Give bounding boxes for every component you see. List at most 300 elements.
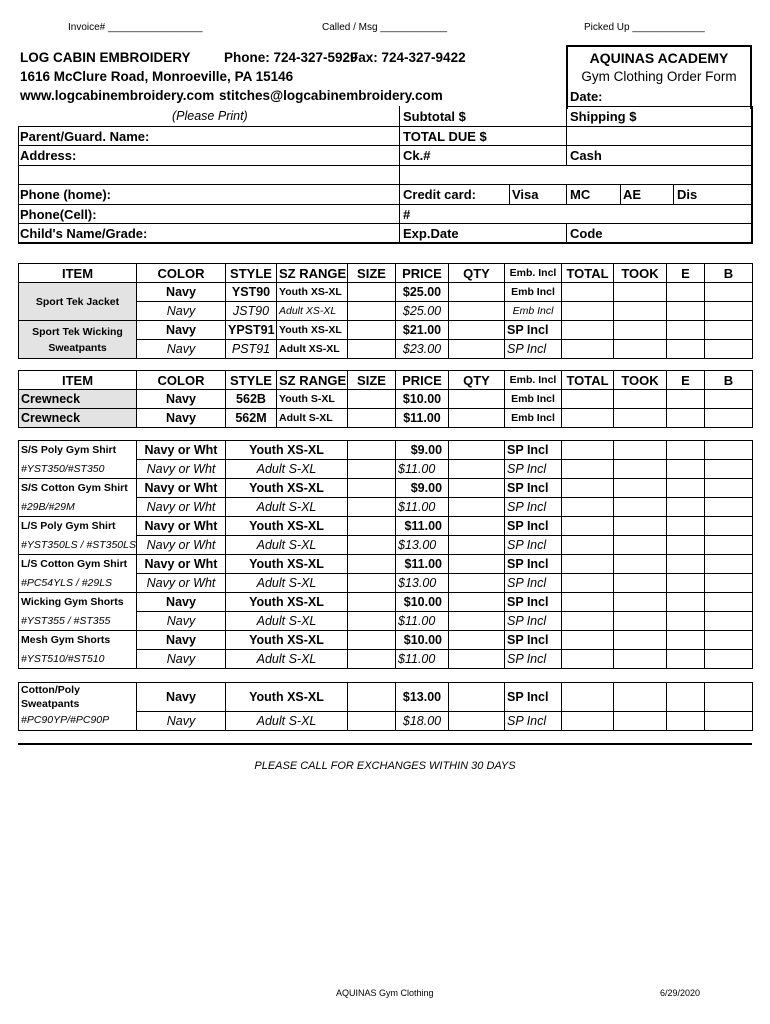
- size-input[interactable]: [348, 612, 396, 631]
- table-row: [19, 536, 753, 555]
- item-name: S/S Cotton Gym Shirt: [19, 479, 137, 498]
- range-cell: Adult S-XL: [226, 460, 348, 479]
- header-b: B: [705, 264, 753, 283]
- qty-input[interactable]: [449, 390, 505, 409]
- price-cell: $11.00: [396, 612, 449, 631]
- size-input[interactable]: [348, 683, 396, 712]
- price-cell: $13.00: [396, 683, 449, 712]
- size-input[interactable]: [348, 555, 396, 574]
- b-input[interactable]: [705, 683, 753, 712]
- size-input[interactable]: [348, 498, 396, 517]
- form-title: Gym Clothing Order Form: [581, 69, 737, 84]
- qty-input[interactable]: [449, 321, 505, 340]
- credit-card-label: Credit card:: [403, 187, 476, 202]
- e-input[interactable]: [667, 536, 705, 555]
- header-e: E: [667, 371, 705, 390]
- took-input[interactable]: [614, 650, 667, 669]
- please-print-note: (Please Print): [172, 109, 248, 123]
- b-input[interactable]: [705, 612, 753, 631]
- total-input[interactable]: [562, 479, 614, 498]
- took-input[interactable]: [614, 409, 667, 428]
- item-name: Sport Tek Jacket: [19, 283, 137, 321]
- total-due-field[interactable]: TOTAL DUE $: [403, 129, 487, 144]
- took-input[interactable]: [614, 683, 667, 712]
- table-row: [19, 612, 753, 631]
- e-input[interactable]: [667, 479, 705, 498]
- price-cell: $18.00: [396, 711, 449, 730]
- table-row: [19, 441, 753, 460]
- header-qty: QTY: [449, 371, 505, 390]
- total-input[interactable]: [562, 612, 614, 631]
- item-name-line1: Sport Tek Wicking: [32, 325, 123, 338]
- emb-cell: SP Incl: [505, 593, 562, 612]
- qty-input[interactable]: [449, 612, 505, 631]
- order-table-sweatpants: [18, 682, 753, 731]
- range-cell: Adult S-XL: [226, 711, 348, 730]
- vendor-address: 1616 McClure Road, Monroeville, PA 15146: [20, 69, 294, 84]
- code-field[interactable]: Code: [570, 226, 603, 241]
- price-cell: $11.00: [396, 409, 449, 428]
- qty-input[interactable]: [449, 283, 505, 302]
- color-cell: Navy or Wht: [137, 498, 226, 517]
- emb-cell: SP Incl: [505, 555, 562, 574]
- color-cell: Navy or Wht: [137, 479, 226, 498]
- color-cell: Navy or Wht: [137, 460, 226, 479]
- header-style: STYLE: [226, 371, 277, 390]
- e-input[interactable]: [667, 302, 705, 321]
- emb-cell: SP Incl: [505, 460, 562, 479]
- header-size: SIZE: [348, 264, 396, 283]
- size-input[interactable]: [348, 441, 396, 460]
- size-input[interactable]: [348, 302, 396, 321]
- b-input[interactable]: [705, 460, 753, 479]
- took-input[interactable]: [614, 555, 667, 574]
- total-input[interactable]: [562, 683, 614, 712]
- color-cell: Navy: [137, 612, 226, 631]
- total-input[interactable]: [562, 711, 614, 730]
- item-name: Crewneck: [19, 390, 137, 409]
- size-input[interactable]: [348, 321, 396, 340]
- qty-input[interactable]: [449, 683, 505, 712]
- emb-cell: SP Incl: [505, 683, 562, 712]
- emb-cell: Emb Incl: [505, 390, 562, 409]
- size-input[interactable]: [348, 517, 396, 536]
- range-cell: Adult S-XL: [226, 536, 348, 555]
- price-cell: $13.00: [396, 574, 449, 593]
- e-input[interactable]: [667, 574, 705, 593]
- header-emb: Emb. Incl: [505, 264, 562, 283]
- style-cell: YST90: [226, 283, 277, 302]
- e-input[interactable]: [667, 517, 705, 536]
- qty-input[interactable]: [449, 536, 505, 555]
- took-input[interactable]: [614, 574, 667, 593]
- item-name: [19, 321, 137, 359]
- emb-cell: SP Incl: [505, 631, 562, 650]
- total-input[interactable]: [562, 631, 614, 650]
- e-input[interactable]: [667, 612, 705, 631]
- header-b: B: [705, 371, 753, 390]
- total-input[interactable]: [562, 498, 614, 517]
- visa-option[interactable]: Visa: [512, 187, 539, 202]
- took-input[interactable]: [614, 612, 667, 631]
- table-row: [19, 631, 753, 650]
- b-input[interactable]: [705, 574, 753, 593]
- item-code: #YST510/#ST510: [19, 650, 137, 669]
- emb-cell: SP Incl: [505, 498, 562, 517]
- item-name: Wicking Gym Shorts: [19, 593, 137, 612]
- color-cell: Navy: [137, 650, 226, 669]
- e-input[interactable]: [667, 555, 705, 574]
- took-input[interactable]: [614, 460, 667, 479]
- qty-input[interactable]: [449, 555, 505, 574]
- price-cell: $23.00: [396, 340, 449, 359]
- total-input[interactable]: [562, 340, 614, 359]
- total-input[interactable]: [562, 321, 614, 340]
- color-cell: Navy or Wht: [137, 574, 226, 593]
- cash-field[interactable]: Cash: [570, 148, 602, 163]
- e-input[interactable]: [667, 498, 705, 517]
- b-input[interactable]: [705, 517, 753, 536]
- color-cell: Navy: [137, 631, 226, 650]
- b-input[interactable]: [705, 479, 753, 498]
- emb-cell: SP Incl: [505, 517, 562, 536]
- vendor-name: LOG CABIN EMBROIDERY: [20, 50, 191, 65]
- style-cell: 562B: [226, 390, 277, 409]
- total-input[interactable]: [562, 555, 614, 574]
- e-input[interactable]: [667, 390, 705, 409]
- total-input[interactable]: [562, 536, 614, 555]
- size-input[interactable]: [348, 460, 396, 479]
- e-input[interactable]: [667, 340, 705, 359]
- table-row: [19, 517, 753, 536]
- color-cell: Navy: [137, 302, 226, 321]
- took-input[interactable]: [614, 340, 667, 359]
- color-cell: Navy: [137, 711, 226, 730]
- qty-input[interactable]: [449, 340, 505, 359]
- header-item: ITEM: [19, 371, 137, 390]
- ae-option[interactable]: AE: [623, 187, 642, 202]
- total-input[interactable]: [562, 409, 614, 428]
- color-cell: Navy: [137, 321, 226, 340]
- vendor-email: stitches@logcabinembroidery.com: [219, 88, 443, 103]
- e-input[interactable]: [667, 409, 705, 428]
- size-input[interactable]: [348, 536, 396, 555]
- style-cell: PST91: [226, 340, 277, 359]
- qty-input[interactable]: [449, 517, 505, 536]
- total-input[interactable]: [562, 390, 614, 409]
- table-row: [19, 574, 753, 593]
- total-input[interactable]: [562, 283, 614, 302]
- table-row: [19, 390, 753, 409]
- e-input[interactable]: [667, 283, 705, 302]
- price-cell: $11.00: [396, 498, 449, 517]
- header-price: PRICE: [396, 264, 449, 283]
- range-cell: Adult S-XL: [226, 650, 348, 669]
- total-input[interactable]: [562, 302, 614, 321]
- dis-option[interactable]: Dis: [677, 187, 698, 202]
- emb-cell: SP Incl: [505, 574, 562, 593]
- e-input[interactable]: [667, 650, 705, 669]
- b-input[interactable]: [705, 340, 753, 359]
- b-input[interactable]: [705, 302, 753, 321]
- header-sz-range: SZ RANGE: [277, 371, 348, 390]
- table-row: [19, 711, 753, 730]
- total-input[interactable]: [562, 593, 614, 612]
- table-row: [19, 650, 753, 669]
- item-code: #PC90YP/#PC90P: [19, 711, 137, 730]
- color-cell: Navy: [137, 409, 226, 428]
- range-cell: Youth XS-XL: [226, 479, 348, 498]
- range-cell: Youth XS-XL: [226, 683, 348, 712]
- emb-cell: SP Incl: [505, 340, 562, 359]
- qty-input[interactable]: [449, 498, 505, 517]
- range-cell: Adult XS-XL: [277, 340, 348, 359]
- price-cell: $13.00: [396, 536, 449, 555]
- range-cell: Youth XS-XL: [277, 283, 348, 302]
- item-name: Crewneck: [19, 409, 137, 428]
- e-input[interactable]: [667, 321, 705, 340]
- e-input[interactable]: [667, 683, 705, 712]
- item-name-line2: Sweatpants: [48, 341, 107, 354]
- b-input[interactable]: [705, 555, 753, 574]
- child-name-grade-field[interactable]: Child's Name/Grade:: [20, 226, 148, 241]
- color-cell: Navy or Wht: [137, 555, 226, 574]
- total-input[interactable]: [562, 441, 614, 460]
- header-price: PRICE: [396, 371, 449, 390]
- total-input[interactable]: [562, 460, 614, 479]
- range-cell: Youth XS-XL: [226, 517, 348, 536]
- item-code: #PC54YLS / #29LS: [19, 574, 137, 593]
- took-input[interactable]: [614, 302, 667, 321]
- range-cell: Youth XS-XL: [277, 321, 348, 340]
- e-input[interactable]: [667, 593, 705, 612]
- range-cell: Adult S-XL: [277, 409, 348, 428]
- took-input[interactable]: [614, 441, 667, 460]
- item-code: #29B/#29M: [19, 498, 137, 517]
- item-name: S/S Poly Gym Shirt: [19, 441, 137, 460]
- color-cell: Navy: [137, 283, 226, 302]
- size-input[interactable]: [348, 479, 396, 498]
- took-input[interactable]: [614, 498, 667, 517]
- order-table-crewneck: [18, 370, 753, 428]
- called-msg-field[interactable]: Called / Msg ____________: [322, 22, 448, 33]
- total-input[interactable]: [562, 574, 614, 593]
- card-number-field[interactable]: #: [403, 207, 411, 222]
- b-input[interactable]: [705, 390, 753, 409]
- b-input[interactable]: [705, 711, 753, 730]
- price-cell: $11.00: [396, 555, 449, 574]
- took-input[interactable]: [614, 711, 667, 730]
- style-cell: YPST91: [226, 321, 277, 340]
- size-input[interactable]: [348, 340, 396, 359]
- item-name: Mesh Gym Shorts: [19, 631, 137, 650]
- size-input[interactable]: [348, 711, 396, 730]
- header-size: SIZE: [348, 371, 396, 390]
- address-field[interactable]: Address:: [20, 148, 77, 163]
- parent-name-field[interactable]: Parent/Guard. Name:: [20, 129, 150, 144]
- range-cell: Adult S-XL: [226, 574, 348, 593]
- header-total: TOTAL: [562, 371, 614, 390]
- item-name: L/S Cotton Gym Shirt: [19, 555, 137, 574]
- price-cell: $25.00: [396, 283, 449, 302]
- item-code: #YST355 / #ST355: [19, 612, 137, 631]
- b-input[interactable]: [705, 593, 753, 612]
- qty-input[interactable]: [449, 302, 505, 321]
- header-style: STYLE: [226, 264, 277, 283]
- took-input[interactable]: [614, 593, 667, 612]
- b-input[interactable]: [705, 441, 753, 460]
- table-row: [19, 498, 753, 517]
- size-input[interactable]: [348, 631, 396, 650]
- exp-date-field[interactable]: Exp.Date: [403, 226, 459, 241]
- range-cell: Youth XS-XL: [226, 441, 348, 460]
- check-number-field[interactable]: Ck.#: [403, 148, 431, 163]
- table-header-row: [19, 264, 753, 283]
- e-input[interactable]: [667, 631, 705, 650]
- header-sz-range: SZ RANGE: [277, 264, 348, 283]
- emb-cell: SP Incl: [505, 441, 562, 460]
- b-input[interactable]: [705, 498, 753, 517]
- table-row: [19, 683, 753, 712]
- header-color: COLOR: [137, 264, 226, 283]
- qty-input[interactable]: [449, 460, 505, 479]
- took-input[interactable]: [614, 631, 667, 650]
- took-input[interactable]: [614, 517, 667, 536]
- header-took: TOOK: [614, 264, 667, 283]
- b-input[interactable]: [705, 650, 753, 669]
- color-cell: Navy: [137, 683, 226, 712]
- subtotal-field[interactable]: Subtotal $: [403, 109, 466, 124]
- order-table-jackets: [18, 263, 753, 359]
- style-cell: 562M: [226, 409, 277, 428]
- b-input[interactable]: [705, 283, 753, 302]
- table-row: [19, 479, 753, 498]
- phone-cell-field[interactable]: Phone(Cell):: [20, 207, 97, 222]
- color-cell: Navy or Wht: [137, 441, 226, 460]
- vendor-phone: Phone: 724-327-5929: [224, 50, 358, 65]
- e-input[interactable]: [667, 441, 705, 460]
- price-cell: $11.00: [396, 650, 449, 669]
- size-input[interactable]: [348, 593, 396, 612]
- size-input[interactable]: [348, 283, 396, 302]
- color-cell: Navy or Wht: [137, 517, 226, 536]
- emb-cell: Emb Incl: [505, 302, 562, 321]
- size-input[interactable]: [348, 650, 396, 669]
- qty-input[interactable]: [449, 631, 505, 650]
- item-name: [19, 683, 137, 712]
- price-cell: $9.00: [396, 479, 449, 498]
- size-input[interactable]: [348, 409, 396, 428]
- price-cell: $25.00: [396, 302, 449, 321]
- total-input[interactable]: [562, 650, 614, 669]
- date-field[interactable]: Date:: [570, 89, 603, 104]
- picked-up-field[interactable]: Picked Up _____________: [584, 22, 705, 33]
- qty-input[interactable]: [449, 574, 505, 593]
- e-input[interactable]: [667, 460, 705, 479]
- vendor-fax: Fax: 724-327-9422: [350, 50, 466, 65]
- e-input[interactable]: [667, 711, 705, 730]
- emb-cell: SP Incl: [505, 321, 562, 340]
- style-cell: JST90: [226, 302, 277, 321]
- size-input[interactable]: [348, 390, 396, 409]
- range-cell: Adult XS-XL: [277, 302, 348, 321]
- b-input[interactable]: [705, 536, 753, 555]
- emb-cell: Emb Incl: [505, 283, 562, 302]
- table-row: [19, 593, 753, 612]
- table-row: [19, 321, 753, 340]
- total-input[interactable]: [562, 517, 614, 536]
- color-cell: Navy: [137, 593, 226, 612]
- header-took: TOOK: [614, 371, 667, 390]
- invoice-field[interactable]: Invoice# _________________: [68, 22, 203, 33]
- qty-input[interactable]: [449, 479, 505, 498]
- emb-cell: SP Incl: [505, 536, 562, 555]
- mc-option[interactable]: MC: [570, 187, 591, 202]
- item-code: #YST350/#ST350: [19, 460, 137, 479]
- qty-input[interactable]: [449, 409, 505, 428]
- price-cell: $21.00: [396, 321, 449, 340]
- header-qty: QTY: [449, 264, 505, 283]
- b-input[interactable]: [705, 409, 753, 428]
- range-cell: Adult S-XL: [226, 498, 348, 517]
- range-cell: Youth XS-XL: [226, 593, 348, 612]
- price-cell: $9.00: [396, 441, 449, 460]
- header-e: E: [667, 264, 705, 283]
- table-row: [19, 555, 753, 574]
- b-input[interactable]: [705, 631, 753, 650]
- color-cell: Navy: [137, 390, 226, 409]
- table-row: [19, 409, 753, 428]
- header-total: TOTAL: [562, 264, 614, 283]
- shipping-field[interactable]: Shipping $: [570, 109, 637, 124]
- qty-input[interactable]: [449, 593, 505, 612]
- emb-cell: SP Incl: [505, 650, 562, 669]
- range-cell: Youth XS-XL: [226, 631, 348, 650]
- qty-input[interactable]: [449, 441, 505, 460]
- footer-date: 6/29/2020: [660, 988, 701, 998]
- took-input[interactable]: [614, 536, 667, 555]
- price-cell: $10.00: [396, 631, 449, 650]
- b-input[interactable]: [705, 321, 753, 340]
- range-cell: Youth XS-XL: [226, 555, 348, 574]
- qty-input[interactable]: [449, 711, 505, 730]
- emb-cell: Emb Incl: [505, 409, 562, 428]
- price-cell: $10.00: [396, 390, 449, 409]
- school-name: AQUINAS ACADEMY: [589, 50, 729, 66]
- section-divider: [18, 743, 752, 745]
- table-header-row: [19, 371, 753, 390]
- size-input[interactable]: [348, 574, 396, 593]
- range-cell: Youth S-XL: [277, 390, 348, 409]
- qty-input[interactable]: [449, 650, 505, 669]
- item-name-line1: Cotton/Poly: [21, 684, 80, 696]
- header-item: ITEM: [19, 264, 137, 283]
- price-cell: $11.00: [396, 517, 449, 536]
- item-name: L/S Poly Gym Shirt: [19, 517, 137, 536]
- item-name-line2: Sweatpants: [21, 698, 80, 710]
- took-input[interactable]: [614, 321, 667, 340]
- took-input[interactable]: [614, 479, 667, 498]
- price-cell: $11.00: [396, 460, 449, 479]
- took-input[interactable]: [614, 390, 667, 409]
- phone-home-field[interactable]: Phone (home):: [20, 187, 111, 202]
- color-cell: Navy: [137, 340, 226, 359]
- emb-cell: SP Incl: [505, 711, 562, 730]
- took-input[interactable]: [614, 283, 667, 302]
- item-code: #YST350LS / #ST350LS: [19, 536, 137, 555]
- table-row: [19, 283, 753, 302]
- header-color: COLOR: [137, 371, 226, 390]
